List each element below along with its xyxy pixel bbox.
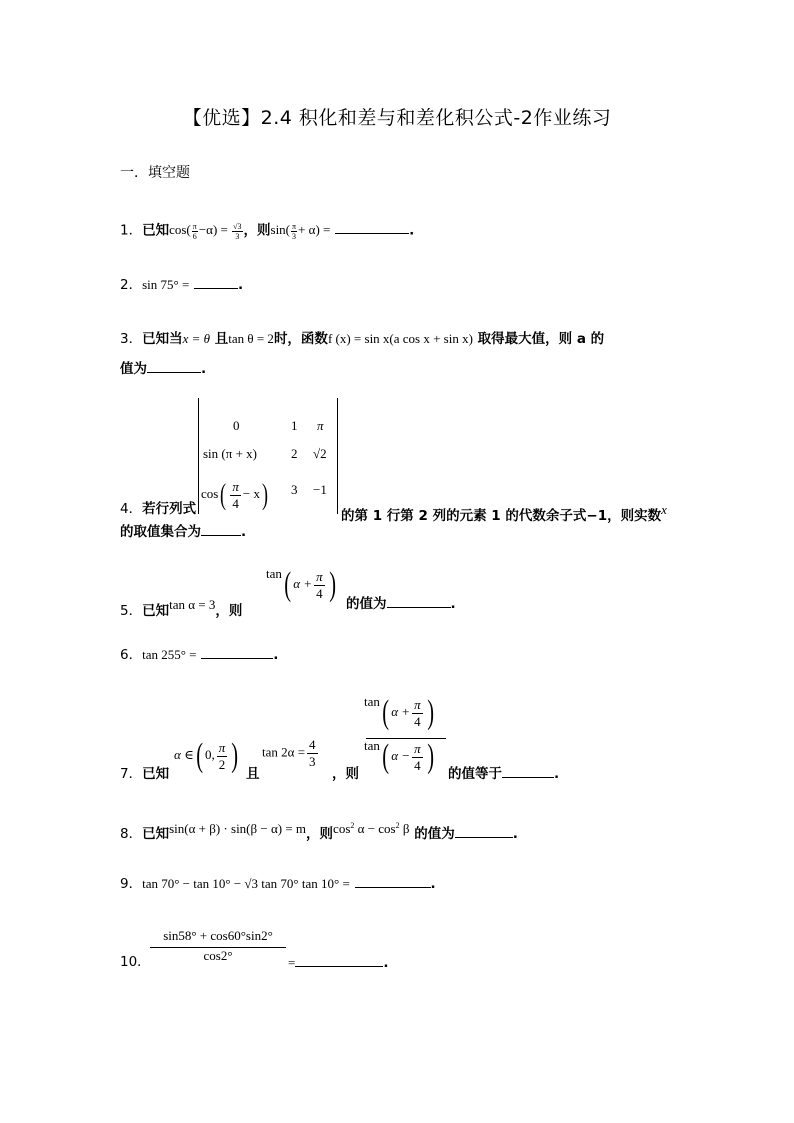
answer-blank[interactable] — [147, 371, 201, 373]
question-text: 且 — [214, 331, 229, 347]
question-7-cont: 的值等于 . — [448, 766, 560, 782]
question-text: 已知当 — [142, 331, 183, 347]
determinant — [198, 398, 338, 514]
question-number: 5． — [120, 603, 143, 619]
question-text: 若行列式 — [142, 501, 197, 517]
question-text: 的值为 — [346, 596, 387, 612]
answer-blank[interactable] — [201, 534, 241, 536]
question-text: 时，函数 — [273, 331, 328, 347]
answer-blank[interactable] — [355, 886, 431, 888]
question-text: 值为 — [120, 361, 147, 377]
det-cell: √2 — [313, 446, 327, 461]
question-text: ，则 — [243, 222, 271, 239]
question-text: ，则 — [306, 826, 334, 842]
answer-blank[interactable] — [387, 606, 451, 608]
formula-fraction: sin58° + cos60°sin2° cos2° — [150, 928, 286, 964]
page-title: 【优选】2.4 积化和差与和差化积公式-2作业练习 — [182, 107, 612, 129]
question-text: 已知 — [142, 766, 170, 782]
formula-sin: sin( $\frac{\pi}{3}$ + α) = — [270, 222, 331, 241]
question-text: 的值为 — [414, 826, 455, 842]
answer-blank[interactable] — [502, 776, 554, 778]
formula: tan θ = 2 — [228, 331, 274, 346]
det-cell: −1 — [313, 482, 327, 497]
question-text: 已知 — [142, 826, 170, 842]
question-text: 取得最大值，则 a 的 — [477, 331, 605, 347]
det-cell: 3 — [291, 482, 298, 497]
question-number: 3． — [120, 331, 143, 347]
formula: sin 75° = — [142, 277, 190, 292]
formula: tan 70° − tan 10° − √3 tan 70° tan 10° = — [142, 876, 350, 891]
formula: tan α = 3 — [169, 597, 216, 612]
det-cell: 0 — [233, 418, 240, 433]
question-4 — [120, 503, 196, 517]
formula: f (x) = sin x(a cos x + sin x) — [327, 331, 473, 346]
det-cell: 1 — [291, 418, 298, 433]
question-3 — [120, 332, 604, 347]
formula: sin(α + β) · sin(β − α) = m — [169, 821, 307, 836]
question-7 — [120, 768, 169, 782]
question-number: 1． — [120, 222, 143, 239]
question-text: ，则 — [215, 603, 243, 619]
question-8: 8．已知sin(α + β) · sin(β − α) = m，则$\cos^2 \alpha - \cos^2 \beta$ 的值为 . — [120, 821, 518, 842]
question-7-then: ，则 — [332, 766, 359, 782]
question-number: 6． — [120, 647, 143, 663]
question-10-cont: = . — [288, 955, 389, 971]
formula-cos: cos( $\frac{\pi}{6}$ −α) = $\frac{√3}{3}$ — [169, 222, 242, 241]
question-text: 的取值集合为 — [120, 524, 201, 540]
formula: x = θ — [182, 331, 211, 346]
section-heading: 一．填空题 — [120, 165, 190, 181]
answer-blank[interactable] — [295, 965, 383, 967]
question-5-cont: 的值为 . — [346, 596, 456, 612]
question-5 — [120, 598, 242, 619]
question-4-line2: 的取值集合为 . — [120, 524, 247, 540]
question-2: 2．sin 75° = . — [120, 277, 244, 293]
question-1: 1．已知cos( $\frac{\pi}{6}$ −α) = $\frac{√3}{3}$ ，则sin( $\frac{\pi}{3}$ + α) = . — [120, 222, 415, 241]
question-text: 已知 — [142, 603, 170, 619]
question-number: 2． — [120, 277, 143, 293]
formula-tan-sum: tan( α + $\frac{\pi}{4}$ ) — [266, 566, 336, 603]
formula-tan2a: tan 2α = $\frac{4}{3}$ — [262, 737, 316, 769]
question-6: 6．tan 255° = . — [120, 647, 279, 663]
question-number: 9． — [120, 876, 143, 892]
answer-blank[interactable] — [194, 287, 238, 289]
det-cell: π — [317, 418, 324, 433]
question-text: 已知 — [142, 222, 170, 239]
question-number: 8． — [120, 826, 143, 842]
formula-tan-ratio: tan( α + $\frac{\pi}{4}$ ) tan( α − $\frac{\pi}{4}$ ) — [364, 694, 436, 782]
question-7-and: 且 — [246, 766, 260, 782]
question-text: 的值等于 — [448, 766, 502, 782]
answer-blank[interactable] — [201, 657, 273, 659]
det-cell: cos( $\frac{\pi}{4}$ − x) — [201, 478, 268, 511]
answer-blank[interactable] — [335, 232, 409, 234]
question-text: 的第 1 行第 2 列的元素 1 的代数余子式−1，则实数 — [341, 508, 662, 524]
question-number: 10． — [120, 954, 151, 970]
answer-blank[interactable] — [455, 836, 513, 838]
question-number: 4． — [120, 501, 143, 517]
formula: $\cos^2 \alpha - \cos^2 \beta$ — [333, 821, 410, 836]
formula-alpha-in: α ∈( 0, $\frac{\pi}{2}$ ) — [174, 737, 239, 774]
question-number: 7． — [120, 766, 143, 782]
question-4-cont: 的第 1 行第 2 列的元素 1 的代数余子式−1，则实数x — [341, 502, 667, 524]
question-9: 9．tan 70° − tan 10° − √3 tan 70° tan 10° = . — [120, 876, 436, 892]
det-cell: sin (π + x) — [203, 446, 257, 461]
formula: tan 255° = — [142, 647, 197, 662]
question-3-line2: 值为 . — [120, 361, 207, 377]
question-10 — [120, 956, 151, 970]
det-cell: 2 — [291, 446, 298, 461]
